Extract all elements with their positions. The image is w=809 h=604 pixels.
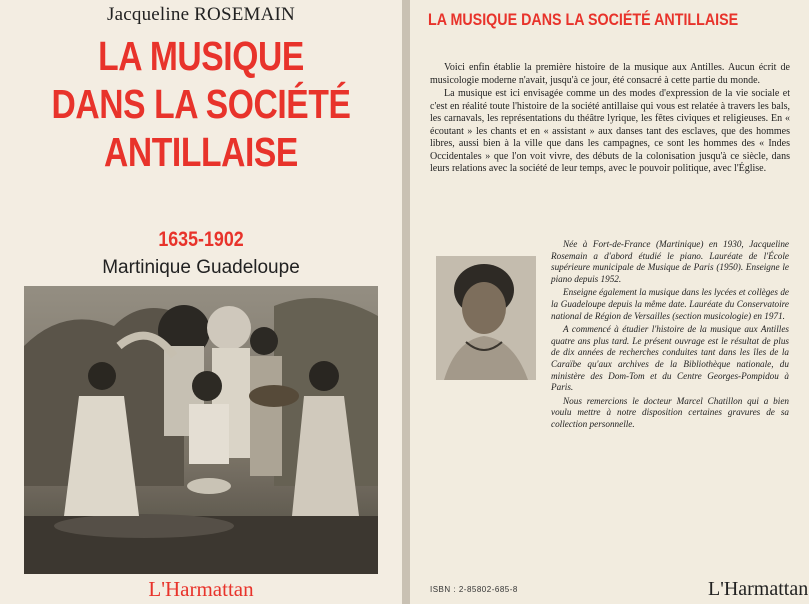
author-name: Jacqueline ROSEMAIN bbox=[107, 4, 295, 25]
cover-painting bbox=[24, 286, 378, 574]
title-line: LA MUSIQUE bbox=[98, 33, 304, 79]
book-title bbox=[36, 32, 366, 176]
title-line: DANS LA SOCIÉTÉ bbox=[51, 81, 351, 127]
author-photo bbox=[436, 256, 536, 380]
front-cover bbox=[0, 0, 402, 604]
date-range: 1635-1902 bbox=[158, 228, 244, 251]
blurb-paragraph: Voici enfin établie la première histoire de la musique aux Antilles. Aucun écrit de musicologie moderne n'avait, jusqu'à ce jour, été consacré à cette partie du monde. bbox=[430, 62, 790, 86]
blurb-paragraph: La musique est ici envisagée comme un des modes d'expression de la vie sociale et c'est en réalité toute l'histoire de la société antillaise qui vous est relatée à travers les bals, les carnavals, les représentations du théâtre lyrique, les fêtes civiques et religieuses. En « écoutant » les chants et en « assistant » aux danses tant des esclaves, que des hommes libres, aussi bien à la ville que dans les campagnes, ce sont les hommes des « Indes Occidentales » que l'on voit vivre, des débuts de la colonisation jusqu'à ce siècle, dans leurs relations avec la société de leur temps, avec le pouvoir politique, avec l'Église. bbox=[430, 88, 790, 174]
back-cover bbox=[410, 0, 809, 604]
author-portrait-image bbox=[436, 256, 536, 380]
back-cover-title: LA MUSIQUE DANS LA SOCIÉTÉ ANTILLAISE bbox=[428, 10, 739, 29]
blurb-text bbox=[430, 62, 790, 177]
page-gutter bbox=[402, 0, 410, 604]
publisher-name: L'Harmattan bbox=[708, 578, 809, 600]
author-bio bbox=[551, 239, 789, 433]
bio-paragraph: Enseigne également la musique dans les lycées et collèges de la Guadeloupe depuis la même date. Lauréate du Conservatoire national de Région de Versailles (section musicologie) en 1971. bbox=[551, 287, 789, 321]
bio-paragraph: Née à Fort-de-France (Martinique) en 1930, Jacqueline Rosemain a d'abord étudié le piano. Lauréate de l'École supérieure municipale de Musique de Paris (1950). Enseigne le piano depuis 1952. bbox=[551, 239, 789, 284]
places-subtitle: Martinique Guadeloupe bbox=[102, 257, 300, 278]
bio-paragraph: A commencé à étudier l'histoire de la musique aux Antilles quatre ans plus tard. Le présent ouvrage est le résultat de plus de dix années de recherches conduites tant dans les îles de la Caraïbe qu'aux archives de la Bibliothèque nationale, du ministère des Dom-Tom et du Centre Georges-Pompidou à Paris. bbox=[551, 324, 789, 393]
dance-scene-illustration bbox=[24, 286, 378, 574]
publisher-name: L'Harmattan bbox=[148, 577, 254, 601]
title-line: ANTILLAISE bbox=[104, 129, 298, 175]
bio-paragraph: Nous remercions le docteur Marcel Chatillon qui a bien voulu mettre à notre disposition certaines gravures de sa collection personnelle. bbox=[551, 395, 789, 429]
isbn-label: ISBN : 2-85802-685-8 bbox=[430, 585, 518, 594]
